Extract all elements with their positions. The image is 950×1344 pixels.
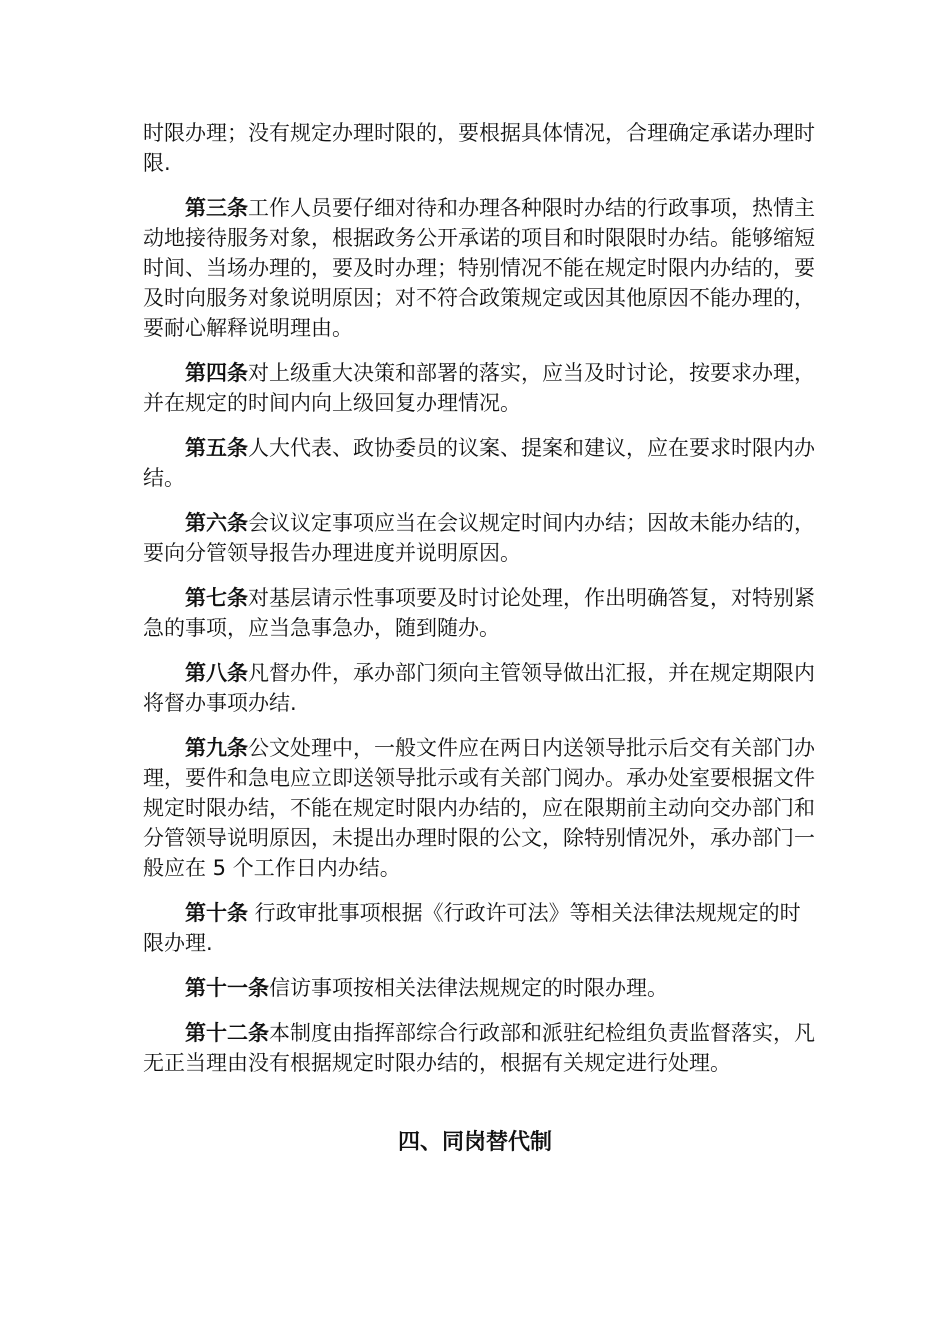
article-6 [143, 508, 819, 568]
article-heading: 第四条 [185, 361, 248, 385]
paragraph-continuation [143, 118, 819, 178]
article-heading: 第六条 [185, 511, 248, 535]
article-text: 人大代表、政协委员的议案、提案和建议，应在要求时限内办结。 [143, 436, 815, 490]
article-10 [143, 898, 819, 958]
article-heading: 第十一条 [185, 976, 269, 1000]
article-text: 信访事项按相关法律法规规定的时限办理。 [269, 976, 668, 1000]
article-text: 对基层请示性事项要及时讨论处理，作出明确答复，对特别紧急的事项，应当急事急办，随到随办。 [143, 586, 815, 640]
article-heading: 第九条 [185, 736, 248, 760]
article-heading: 第三条 [185, 196, 248, 220]
article-3 [143, 193, 819, 343]
article-11 [143, 973, 819, 1003]
article-text: 凡督办件，承办部门须向主管领导做出汇报，并在规定期限内将督办事项办结. [143, 661, 815, 715]
document-body [143, 118, 819, 1093]
article-5 [143, 433, 819, 493]
article-heading: 第十二条 [185, 1021, 269, 1045]
article-text: 工作人员要仔细对待和办理各种限时办结的行政事项，热情主动地接待服务对象，根据政务公开承诺的项目和时限限时办结。能够缩短时间、当场办理的，要及时办理；特别情况不能在规定时限内办结的，要及时向服务对象说明原因；对不符合政策规定或因其他原因不能办理的，要耐心解释说明理由。 [143, 196, 815, 340]
article-text: 时限办理；没有规定办理时限的，要根据具体情况，合理确定承诺办理时限. [143, 121, 815, 175]
section-title: 四、同岗替代制 [397, 1130, 552, 1155]
article-text: 公文处理中，一般文件应在两日内送领导批示后交有关部门办理，要件和急电应立即送领导批示或有关部门阅办。承办处室要根据文件规定时限办结，不能在规定时限内办结的，应在限期前主动向交办部门和分管领导说明原因，未提出办理时限的公文，除特别情况外，承办部门一般应在 5 个工作日内办结。 [143, 736, 815, 880]
article-4 [143, 358, 819, 418]
article-8 [143, 658, 819, 718]
article-12 [143, 1018, 819, 1078]
article-heading: 第八条 [185, 661, 248, 685]
article-text: 行政审批事项根据《行政许可法》等相关法律法规规定的时限办理. [143, 901, 801, 955]
article-7 [143, 583, 819, 643]
article-9 [143, 733, 819, 883]
article-text: 对上级重大决策和部署的落实，应当及时讨论，按要求办理，并在规定的时间内向上级回复办理情况。 [143, 361, 815, 415]
article-heading: 第五条 [185, 436, 248, 460]
article-text: 本制度由指挥部综合行政部和派驻纪检组负责监督落实，凡无正当理由没有根据规定时限办结的，根据有关规定进行处理。 [143, 1021, 815, 1075]
article-text: 会议议定事项应当在会议规定时间内办结；因故未能办结的，要向分管领导报告办理进度并说明原因。 [143, 511, 815, 565]
article-heading: 第十条 [185, 901, 248, 925]
article-heading: 第七条 [185, 586, 248, 610]
